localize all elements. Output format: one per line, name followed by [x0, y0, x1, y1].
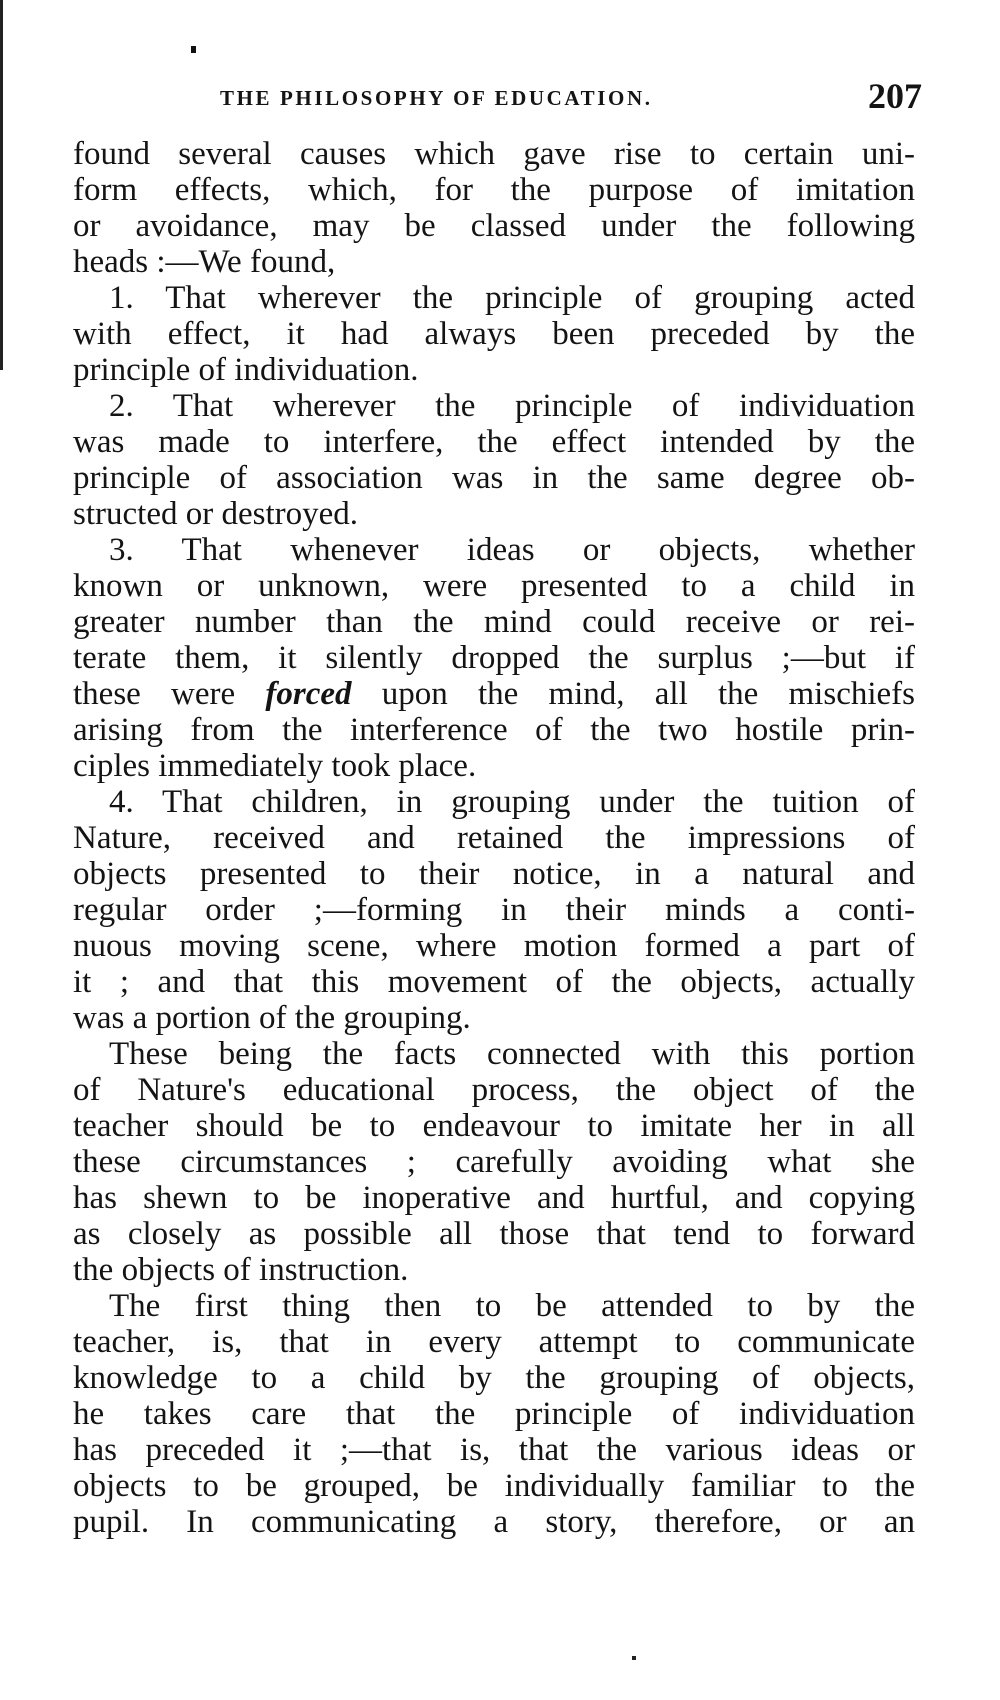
- text-line: known or unknown, were presented to a child in: [73, 568, 915, 604]
- text-line: form effects, which, for the purpose of imitation: [73, 172, 915, 208]
- text-line: arising from the interference of the two hostile prin-: [73, 712, 915, 748]
- text-line: 4. That children, in grouping under the tuition of: [109, 784, 915, 820]
- text-line: 2. That wherever the principle of individuation: [109, 388, 915, 424]
- emphasis-forced: forced: [265, 676, 352, 712]
- text-line: was a portion of the grouping.: [73, 1000, 471, 1036]
- body-text: [73, 136, 915, 1540]
- ink-speck-bottom: [632, 1656, 636, 1660]
- list-item-2: [73, 388, 915, 532]
- text-line: has preceded it ;—that is, that the various ideas or: [73, 1432, 915, 1468]
- page-edge-rule: [0, 0, 3, 370]
- text-line: objects presented to their notice, in a natural and: [73, 856, 915, 892]
- text-line: teacher should be to endeavour to imitate her in all: [73, 1108, 915, 1144]
- text-line: or avoidance, may be classed under the following: [73, 208, 915, 244]
- text-line: the objects of instruction.: [73, 1252, 409, 1288]
- text-fragment: these were: [73, 676, 266, 712]
- text-line: These being the facts connected with this portion: [109, 1036, 915, 1072]
- text-line: greater number than the mind could receive or rei-: [73, 604, 915, 640]
- paragraph-first-thing: [73, 1288, 915, 1540]
- text-line: has shewn to be inoperative and hurtful, and copying: [73, 1180, 915, 1216]
- paragraph-facts: [73, 1036, 915, 1288]
- text-line: these circumstances ; carefully avoiding what she: [73, 1144, 915, 1180]
- text-line: it ; and that this movement of the objects, actually: [73, 964, 915, 1000]
- running-head: THE PHILOSOPHY OF EDUCATION.: [220, 86, 653, 110]
- text-line: ciples immediately took place.: [73, 748, 477, 784]
- text-line: The first thing then to be attended to by the: [109, 1288, 915, 1324]
- text-line: heads :—We found,: [73, 244, 336, 280]
- text-line: found several causes which gave rise to certain uni-: [73, 136, 915, 172]
- list-item-1: [73, 280, 915, 388]
- text-line: pupil. In communicating a story, therefore, or an: [73, 1504, 915, 1540]
- text-line: principle of association was in the same degree ob-: [73, 460, 915, 496]
- text-line: nuous moving scene, where motion formed a part of: [73, 928, 915, 964]
- paragraph-continuation: [73, 136, 915, 280]
- text-line: [73, 676, 915, 712]
- text-line: regular order ;—forming in their minds a conti-: [73, 892, 915, 928]
- text-line: with effect, it had always been preceded by the: [73, 316, 915, 352]
- text-line: 3. That whenever ideas or objects, whether: [109, 532, 915, 568]
- text-line: knowledge to a child by the grouping of objects,: [73, 1360, 915, 1396]
- text-line: was made to interfere, the effect intended by the: [73, 424, 915, 460]
- page-number: 207: [868, 76, 922, 116]
- text-line: structed or destroyed.: [73, 496, 358, 532]
- text-line: objects to be grouped, be individually familiar to the: [73, 1468, 915, 1504]
- text-line: teacher, is, that in every attempt to communicate: [73, 1324, 915, 1360]
- text-line: of Nature's educational process, the object of the: [73, 1072, 915, 1108]
- list-item-4: [73, 784, 915, 1036]
- ink-speck-top: [191, 46, 196, 53]
- text-line: Nature, received and retained the impressions of: [73, 820, 915, 856]
- text-line: principle of individuation.: [73, 352, 419, 388]
- text-fragment: upon the mind, all the mischiefs: [351, 676, 915, 712]
- text-line: he takes care that the principle of individuation: [73, 1396, 915, 1432]
- text-line: as closely as possible all those that tend to forward: [73, 1216, 915, 1252]
- text-line: terate them, it silently dropped the surplus ;—but if: [73, 640, 915, 676]
- list-item-3: [73, 532, 915, 784]
- text-line: 1. That wherever the principle of grouping acted: [109, 280, 915, 316]
